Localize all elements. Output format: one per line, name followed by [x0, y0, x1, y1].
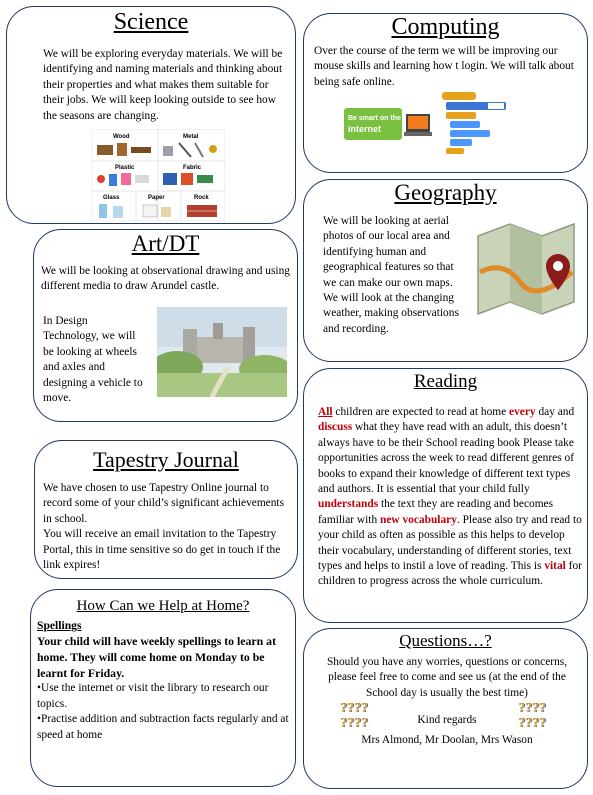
reading-panel [303, 368, 588, 623]
material-fabric-label: Fabric [183, 165, 202, 171]
reading-all: All [318, 406, 333, 418]
material-wood-label: Wood [113, 134, 130, 140]
question-marks-icon: ???? [340, 716, 368, 732]
geography-panel [303, 179, 588, 362]
material-glass-label: Glass [103, 195, 120, 201]
reading-understands: understands [318, 498, 379, 511]
spellings-heading: Spellings [37, 619, 82, 632]
badge-line-2: internet [348, 124, 382, 134]
computing-panel [303, 13, 588, 173]
arundel-castle-painting [157, 307, 287, 397]
question-marks-icon: ???? [518, 716, 546, 732]
spellings-text: Your child will have weekly spellings to learn at home. They will come home on Monday to be learnt for Friday. [37, 634, 277, 681]
scratch-code-blocks-image [438, 90, 548, 156]
science-panel [6, 6, 296, 224]
reading-new-vocabulary: new vocabulary [380, 513, 457, 526]
help-bullet-practise: •Practise addition and subtraction facts regularly and at speed at home [37, 713, 289, 741]
reading-discuss: discuss [318, 421, 353, 434]
tapestry-journal-panel [34, 440, 298, 579]
questions-panel [303, 628, 588, 789]
help-title: How Can we Help at Home? [76, 598, 250, 614]
tapestry-title: Tapestry Journal [93, 447, 239, 472]
material-metal-label: Metal [183, 134, 199, 140]
tapestry-text [43, 481, 295, 573]
kind-regards: Kind regards [417, 714, 477, 727]
reading-text-part: for children to progress across the whole curriculum. [318, 560, 582, 588]
tapestry-paragraph-1: We have chosen to use Tapestry Online journal to record some of your child’s significant achievements in school. [43, 482, 285, 525]
reading-vital: vital [544, 560, 566, 573]
help-bullet-research: •Use the internet or visit the library to research our topics. [37, 682, 269, 710]
signature: Mrs Almond, Mr Doolan, Mrs Wason [361, 734, 533, 747]
reading-every: every [509, 406, 536, 418]
question-marks-icon: ???? [518, 701, 546, 717]
reading-text-part: children are expected to read at home [332, 406, 510, 418]
regards-row [314, 701, 580, 733]
materials-chart-image [91, 129, 225, 221]
help-text [37, 618, 293, 743]
tapestry-paragraph-2: You will receive an email invitation to the Tapestry Portal, this in time sensitive so do get in touch if the link expires! [43, 528, 281, 572]
questions-text-block [314, 655, 580, 749]
material-rock-label: Rock [194, 195, 209, 201]
question-marks-right [518, 701, 546, 731]
questions-title: Questions…? [399, 631, 492, 650]
reading-text-part: what they have read with an adult, this doesn’t always have to be their School reading book Please take opportunities across the week to read different genres of books to expand their knowledge of different text types and authors. It is essential that your child fully [318, 421, 574, 496]
material-plastic-label: Plastic [115, 165, 135, 171]
art-text-drawing: We will be looking at observational drawing and using different media to draw Arundel castle. [41, 265, 290, 293]
art-dt-title: Art/DT [131, 231, 200, 256]
reading-text-part: day and [535, 406, 575, 418]
material-paper-label: Paper [148, 195, 165, 201]
question-marks-icon: ???? [340, 701, 368, 717]
computing-title: Computing [391, 14, 500, 40]
reading-text-part: the text they are reading and becomes familiar with [318, 498, 554, 526]
badge-line-1: Be smart on the [348, 115, 401, 122]
reading-text-part: . Please also try and read to your child as often as possible as this helps to develop their vocabulary, understanding of different stories, text types and helps to instil a love of reading. This is [318, 513, 582, 573]
reading-text [318, 405, 582, 590]
science-title: Science [113, 9, 189, 35]
questions-text: Should you have any worries, questions or concerns, please feel free to come and see us (at the end of the School day is usually the best time) [326, 656, 568, 699]
map-pin-icon [474, 220, 582, 316]
geography-text: We will be looking at aerial photos of our local area and identifying human and geographical features so that we can make our own maps. We will look at the changing weather, making observations and recording. [323, 215, 459, 335]
geography-title: Geography [394, 180, 497, 205]
reading-title: Reading [413, 371, 478, 392]
be-smart-internet-logo [344, 106, 432, 142]
help-at-home-panel [30, 589, 296, 787]
science-text: We will be exploring everyday materials. We will be identifying and naming materials and thinking about their properties and what makes them suitable for their jobs. We will keep looking outside to see how the seasons are changing. [43, 48, 283, 122]
art-dt-panel [33, 229, 298, 422]
art-text-design-technology: In Design Technology, we will be looking at wheels and axles and designing a vehicle to move. [43, 315, 143, 405]
computing-text: Over the course of the term we will be improving our mouse skills and learning how t login. We will talk about being safe online. [314, 45, 574, 88]
